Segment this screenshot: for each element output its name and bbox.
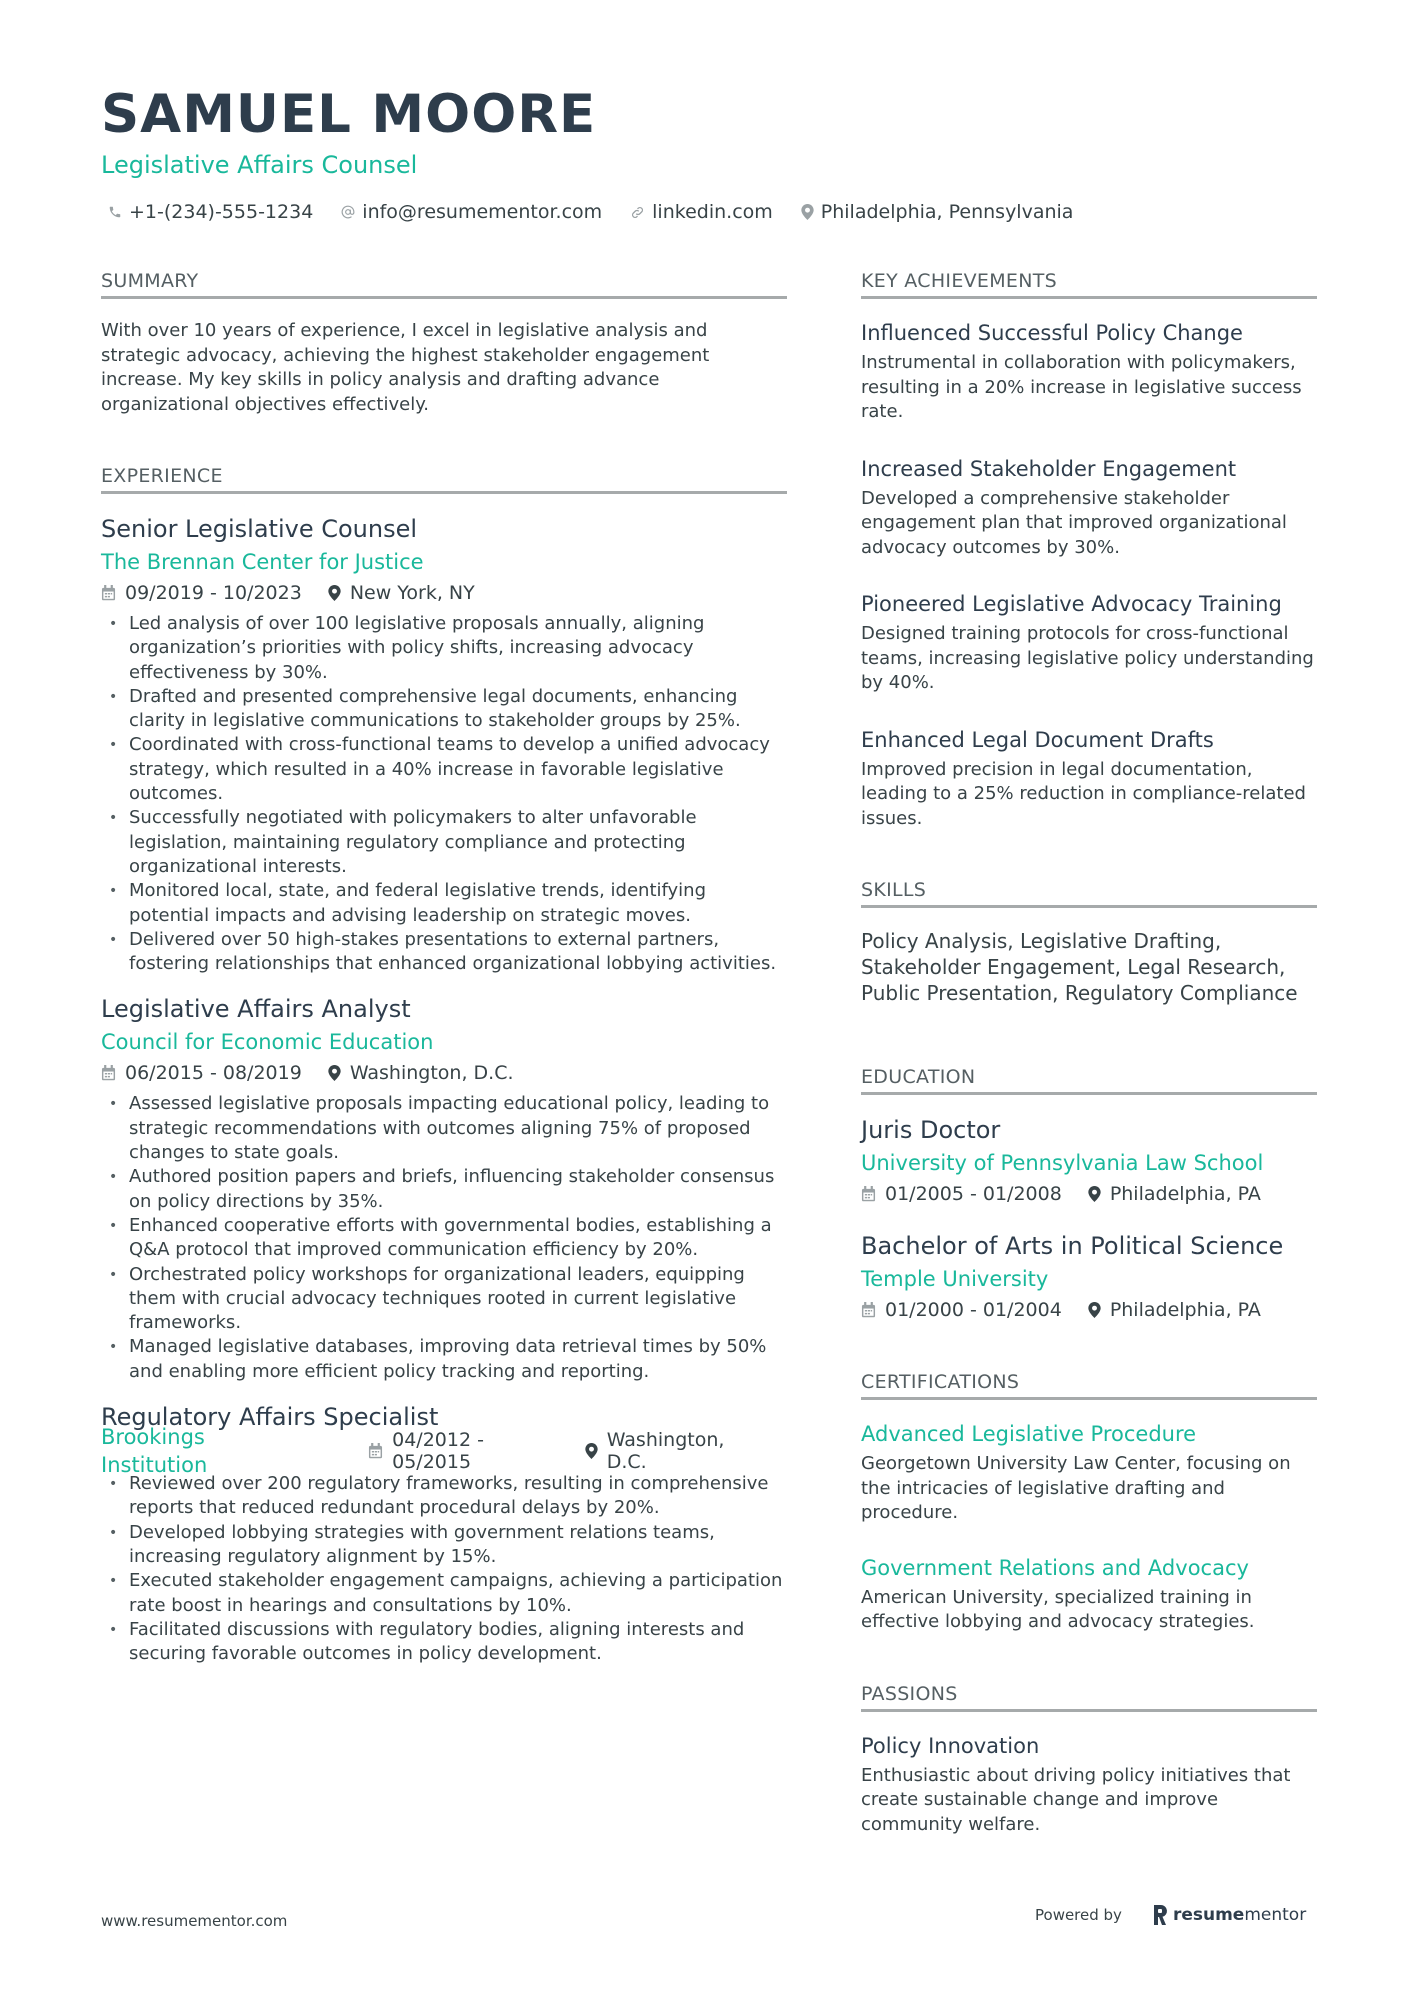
passion-desc: Enthusiastic about driving policy initiatives that create sustainable change and improve community welfare. [861, 1764, 1291, 1835]
bullet-item: • Delivered over 50 high-stakes presentations to external partners, fostering relationships that enhanced organizational lobbying activities. [101, 928, 787, 977]
bullet-item: • Monitored local, state, and federal legislative trends, identifying potential impacts and advising leadership on strategic moves. [101, 879, 787, 928]
candidate-name: SAMUEL MOORE [101, 84, 597, 145]
job-meta [101, 1060, 787, 1086]
achievement-item [861, 726, 1317, 832]
job-title: Senior Legislative Counsel [101, 515, 418, 543]
passion-title: Policy Innovation [861, 1733, 1040, 1758]
job-bullets [101, 1472, 787, 1666]
calendar-icon [101, 1065, 116, 1081]
powered-by-text: Powered by [1035, 1906, 1122, 1924]
dates-text: 01/2005 - 01/2008 [885, 1183, 1062, 1205]
bullet-item: • Managed legislative databases, improving data retrieval times by 50% and enabling more efficient policy tracking and reporting. [101, 1335, 787, 1384]
calendar-icon [861, 1302, 876, 1318]
job-bullets [101, 612, 787, 976]
job-meta [368, 1429, 787, 1474]
certification-title: Advanced Legislative Procedure [861, 1422, 1197, 1446]
bullet-item: • Authored position papers and briefs, influencing stakeholder consensus on policy directions by 35%. [101, 1165, 787, 1214]
location-pin-icon [801, 204, 814, 220]
experience-item [101, 514, 787, 976]
location-text: Philadelphia, Pennsylvania [820, 201, 1074, 223]
job-title: Regulatory Affairs Specialist [101, 1403, 439, 1432]
phone-text: +1-(234)-555-1234 [129, 201, 314, 223]
left-column [101, 270, 787, 1684]
at-icon [341, 205, 355, 219]
education-dates [861, 1183, 1062, 1205]
education-heading: EDUCATION [861, 1066, 1317, 1095]
right-column [861, 270, 1317, 1867]
brand-logo[interactable] [1152, 1905, 1306, 1925]
company-name: Brookings Institution [101, 1425, 208, 1478]
achievement-title: Pioneered Legislative Advocacy Training [861, 592, 1282, 616]
degree-title: Juris Doctor [861, 1116, 1001, 1144]
phone-icon [108, 205, 122, 219]
footer-branding [1035, 1905, 1306, 1925]
passion-item [861, 1732, 1317, 1838]
job-location [328, 1062, 514, 1084]
dates-text: 01/2000 - 01/2004 [885, 1299, 1062, 1321]
education-dates [861, 1299, 1062, 1321]
skills-text: Policy Analysis, Legislative Drafting, Stakeholder Engagement, Legal Research, Public Presentation, Regulatory Compliance [861, 929, 1298, 1005]
education-meta [861, 1297, 1317, 1323]
company-name: The Brennan Center for Justice [101, 550, 424, 574]
location-text: New York, NY [349, 582, 475, 604]
website-text: linkedin.com [652, 201, 773, 223]
contact-location [801, 201, 1074, 223]
job-meta [101, 580, 787, 606]
certifications-heading: CERTIFICATIONS [861, 1371, 1317, 1400]
location-pin-icon [1088, 1302, 1101, 1318]
calendar-icon [101, 585, 116, 601]
candidate-title: Legislative Affairs Counsel [101, 151, 418, 179]
certification-desc: Georgetown University Law Center, focusing on the intricacies of legislative drafting and procedure. [861, 1453, 1291, 1523]
bullet-item: • Assessed legislative proposals impacting educational policy, leading to strategic recommendations with outcomes aligning 75% of proposed changes to state goals. [101, 1092, 787, 1165]
link-icon [630, 205, 645, 220]
education-location [1088, 1299, 1261, 1321]
achievement-title: Influenced Successful Policy Change [861, 321, 1243, 345]
education-location [1088, 1183, 1261, 1205]
location-pin-icon [585, 1443, 598, 1459]
education-item [861, 1115, 1317, 1207]
achievements-heading: KEY ACHIEVEMENTS [861, 270, 1317, 299]
summary-text: With over 10 years of experience, I excel in legislative analysis and strategic advocacy, achieving the highest stakeholder engagement increase. My key skills in policy analysis and drafting advance organizational objectives effectively. [101, 320, 710, 415]
bullet-item: • Drafted and presented comprehensive legal documents, enhancing clarity in legislative communications to stakeholder groups by 25%. [101, 685, 787, 734]
experience-heading: EXPERIENCE [101, 465, 787, 494]
experience-item [101, 1402, 787, 1666]
resumementor-logo-icon [1152, 1905, 1168, 1925]
location-text: Philadelphia, PA [1109, 1183, 1261, 1205]
bullet-item: • Developed lobbying strategies with government relations teams, increasing regulatory alignment by 15%. [101, 1521, 787, 1570]
achievement-item [861, 319, 1317, 425]
company-name: Council for Economic Education [101, 1030, 434, 1055]
bullet-item: • Led analysis of over 100 legislative proposals annually, aligning organization’s priorities with policy shifts, increasing advocacy effectiveness by 30%. [101, 612, 787, 685]
dates-text: 04/2012 - 05/2015 [392, 1429, 484, 1474]
achievement-item [861, 590, 1317, 696]
job-title: Legislative Affairs Analyst [101, 995, 411, 1024]
school-name: Temple University [861, 1267, 1049, 1291]
education-item [861, 1231, 1317, 1323]
location-pin-icon [1088, 1186, 1101, 1202]
bullet-item: • Facilitated discussions with regulatory bodies, aligning interests and securing favorable outcomes in policy development. [101, 1618, 787, 1667]
location-pin-icon [328, 585, 341, 601]
location-text: Washington, D.C. [349, 1062, 514, 1085]
certification-title: Government Relations and Advocacy [861, 1555, 1249, 1580]
skills-heading: SKILLS [861, 879, 1317, 908]
achievement-desc: Instrumental in collaboration with policymakers, resulting in a 20% increase in legislative success rate. [861, 352, 1302, 422]
contact-bar [108, 201, 1101, 223]
achievement-item [861, 455, 1317, 561]
job-location [585, 1429, 761, 1473]
brand-name-bold: resume [1172, 1905, 1245, 1925]
education-meta [861, 1181, 1317, 1207]
passions-heading: PASSIONS [861, 1683, 1317, 1712]
school-name: University of Pennsylvania Law School [861, 1151, 1264, 1175]
dates-text: 06/2015 - 08/2019 [125, 1062, 302, 1085]
summary-heading: SUMMARY [101, 270, 787, 299]
dates-text: 09/2019 - 10/2023 [125, 582, 302, 604]
brand-name-rest: mentor [1244, 1905, 1307, 1925]
experience-item [101, 994, 787, 1384]
location-text: Washington, D.C. [606, 1429, 725, 1474]
footer-website[interactable]: www.resumementor.com [101, 1912, 288, 1930]
company-row [101, 1425, 787, 1478]
degree-title: Bachelor of Arts in Political Science [861, 1232, 1284, 1260]
job-dates [368, 1429, 559, 1473]
job-location [328, 582, 475, 604]
certification-item [861, 1420, 1317, 1526]
email-text: info@resumementor.com [362, 201, 603, 223]
bullet-item: • Coordinated with cross-functional teams to develop a unified advocacy strategy, which resulted in a 40% increase in favorable legislative outcomes. [101, 733, 787, 806]
contact-website[interactable] [630, 201, 773, 223]
bullet-item: • Reviewed over 200 regulatory frameworks, resulting in comprehensive reports that reduced redundant procedural delays by 20%. [101, 1472, 787, 1521]
achievement-desc: Improved precision in legal documentation, leading to a 25% reduction in compliance-related issues. [861, 758, 1306, 829]
job-dates [101, 1062, 302, 1084]
bullet-item: • Orchestrated policy workshops for organizational leaders, equipping them with crucial advocacy techniques rooted in current legislative frameworks. [101, 1263, 787, 1336]
location-text: Philadelphia, PA [1109, 1299, 1261, 1321]
achievement-title: Increased Stakeholder Engagement [861, 456, 1237, 481]
certification-item [861, 1554, 1317, 1635]
achievement-desc: Designed training protocols for cross-functional teams, increasing legislative policy understanding by 40%. [861, 623, 1314, 693]
job-bullets [101, 1092, 787, 1384]
bullet-item: • Enhanced cooperative efforts with governmental bodies, establishing a Q&A protocol that improved communication efficiency by 20%. [101, 1214, 787, 1263]
achievement-title: Enhanced Legal Document Drafts [861, 727, 1214, 752]
location-pin-icon [328, 1065, 341, 1081]
contact-email[interactable] [341, 201, 602, 223]
achievement-desc: Developed a comprehensive stakeholder engagement plan that improved organizational advocacy outcomes by 30%. [861, 487, 1287, 558]
calendar-icon [368, 1443, 383, 1459]
bullet-item: • Executed stakeholder engagement campaigns, achieving a participation rate boost in hearings and consultations by 10%. [101, 1569, 787, 1618]
job-dates [101, 582, 302, 604]
bullet-item: • Successfully negotiated with policymakers to alter unfavorable legislation, maintaining regulatory compliance and protecting organizational interests. [101, 806, 787, 879]
contact-phone[interactable] [108, 201, 313, 223]
calendar-icon [861, 1186, 876, 1202]
certification-desc: American University, specialized training in effective lobbying and advocacy strategies. [861, 1586, 1255, 1632]
